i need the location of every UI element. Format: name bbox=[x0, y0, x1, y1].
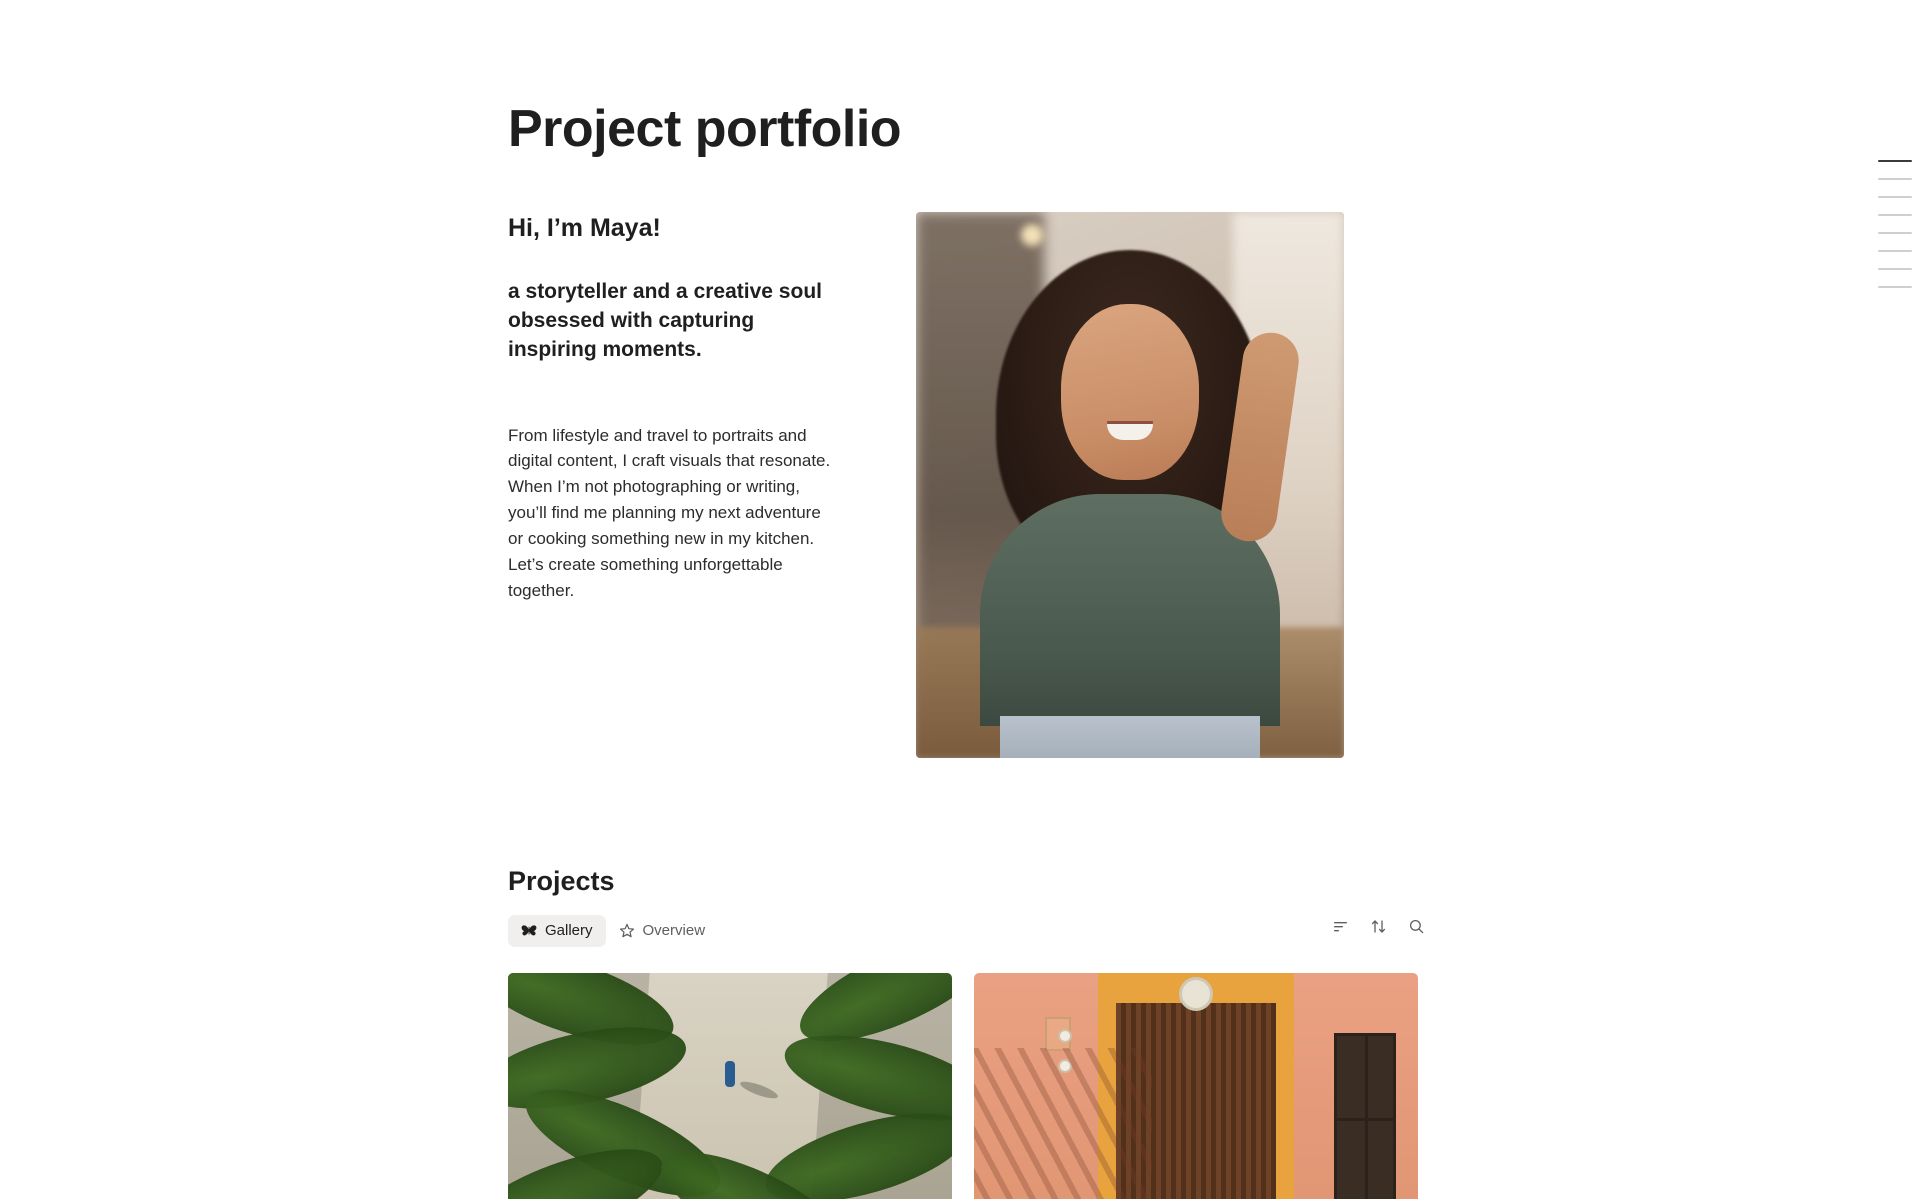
filter-icon[interactable] bbox=[1328, 915, 1352, 939]
minimap-line bbox=[1878, 268, 1912, 270]
minimap-line bbox=[1878, 196, 1912, 198]
minimap-line bbox=[1878, 232, 1912, 234]
scroll-minimap[interactable] bbox=[1878, 160, 1912, 304]
toolbar-actions bbox=[1328, 915, 1428, 939]
gallery-card-pink-wall-door[interactable] bbox=[974, 973, 1418, 1199]
tab-gallery[interactable] bbox=[508, 915, 606, 947]
palm-image bbox=[508, 973, 952, 1199]
projects-heading: Projects bbox=[508, 865, 615, 896]
palm-shadow-overlay bbox=[974, 1048, 1152, 1199]
barred-window bbox=[1334, 1033, 1396, 1199]
projects-section bbox=[508, 866, 1428, 1199]
door-medallion bbox=[1179, 977, 1213, 1011]
tab-overview[interactable] bbox=[606, 915, 719, 947]
butterfly-icon bbox=[521, 923, 537, 939]
projects-gallery bbox=[508, 973, 1428, 1199]
content-column bbox=[508, 0, 1428, 1199]
search-icon[interactable] bbox=[1404, 915, 1428, 939]
palm-person bbox=[725, 1061, 735, 1087]
tab-overview-label: Overview bbox=[642, 922, 706, 940]
portrait-ceiling-light bbox=[1021, 224, 1043, 246]
minimap-line bbox=[1878, 178, 1912, 180]
intro-tagline: a storyteller and a creative soul obsessed with capturing inspiring moments. bbox=[508, 280, 822, 361]
intro-text-block bbox=[508, 212, 916, 604]
minimap-line bbox=[1878, 160, 1912, 162]
minimap-line bbox=[1878, 250, 1912, 252]
portrait-jeans bbox=[1000, 716, 1260, 758]
sort-icon[interactable] bbox=[1366, 915, 1390, 939]
wall-image bbox=[974, 973, 1418, 1199]
star-icon bbox=[619, 923, 635, 939]
intro-body: From lifestyle and travel to portraits and digital content, I craft visuals that resonate. When I’m not photographing or writing, you’ll find me planning my next adventure or cooking something new in my kitchen. Let’s create something unforgettable together. bbox=[508, 425, 831, 600]
page-title: Project portfolio bbox=[508, 100, 902, 158]
intro-greeting: Hi, I’m Maya! bbox=[508, 213, 661, 242]
minimap-line bbox=[1878, 286, 1912, 288]
tab-gallery-label: Gallery bbox=[545, 922, 593, 940]
intro-section bbox=[508, 212, 1428, 758]
minimap-line bbox=[1878, 214, 1912, 216]
portrait-face bbox=[1061, 304, 1199, 480]
portrait-image bbox=[916, 212, 1344, 758]
projects-toolbar bbox=[508, 913, 1428, 949]
gallery-card-palm-trees-aerial[interactable] bbox=[508, 973, 952, 1199]
